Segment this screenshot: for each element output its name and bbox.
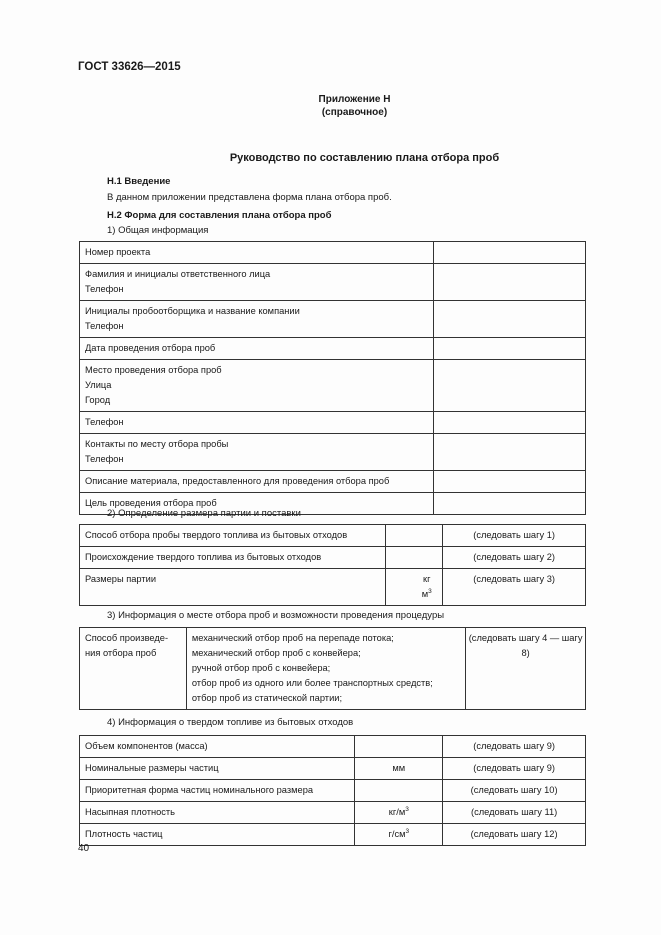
document-code: ГОСТ 33626—2015 [78,61,181,73]
table-row: Инициалы пробоотборщика и название компании Телефон [80,301,586,338]
table-row: Номер проекта [80,242,586,264]
list-item: механический отбор проб на перепаде потока; [191,633,394,643]
appendix-label: Приложение Н [318,94,391,105]
table-row: Место проведения отбора проб Улица Город [80,360,586,412]
table-row: Номинальные размеры частиц мм (следовать шагу 9) [80,758,586,780]
appendix-heading [0,93,661,119]
table-row: Насыпная плотность $кг/м^3$ (следовать шагу 11) [80,802,586,824]
table-row: Способ отбора пробы твердого топлива из бытовых отходов (следовать шагу 1) [80,525,586,547]
page-number: 40 [78,843,90,854]
table-row: Способ произведе-ния отбора проб механический отбор проб на перепаде потока; механический отбор проб с конвейера; ручной отбор проб с конвейера; отбор проб из одного или более транспортных средств; отбор проб из статической партии; (следовать шагу 4 — шагу 8) [80,628,586,710]
general-info-table [79,241,586,515]
table-row: Приоритетная форма частиц номинального размера (следовать шагу 10) [80,780,586,802]
table-row: Размеры партии кг $м^3$ (следовать шагу 3) [80,569,586,606]
fuel-info-caption: 4) Информация о твердом топливе из бытовых отходов [107,717,354,728]
table-row: Объем компонентов (масса) (следовать шагу 9) [80,736,586,758]
table-row: Телефон [80,412,586,434]
table-row: Описание материала, предоставленного для проведения отбора проб [80,471,586,493]
table-row: Фамилия и инициалы ответственного лица Телефон [80,264,586,301]
lot-size-table [79,524,586,606]
table-row: Дата проведения отбора проб [80,338,586,360]
fuel-info-table [79,735,586,846]
list-item: ручной отбор проб с конвейера; [191,663,331,673]
table-row: Происхождение твердого топлива из бытовых отходов (следовать шагу 2) [80,547,586,569]
site-info-caption: 3) Информация о месте отбора проб и возможности проведения процедуры [107,610,445,621]
appendix-kind: (справочное) [321,107,388,118]
list-item: отбор проб из одного или более транспортных средств; [191,678,433,688]
form-heading: Н.2 Форма для составления плана отбора проб [107,210,332,221]
table-row: Цель проведения отбора проб [80,493,586,515]
general-info-caption: 1) Общая информация [107,225,209,236]
lot-size-caption: 2) Определение размера партии и поставки [107,508,301,519]
list-item: отбор проб из статической партии; [191,693,343,703]
site-info-table [79,627,586,710]
intro-heading: Н.1 Введение [107,176,171,187]
table-row: Контакты по месту отбора пробы Телефон [80,434,586,471]
intro-text: В данном приложении представлена форма плана отбора проб. [107,192,392,203]
list-item: механический отбор проб с конвейера; [191,648,361,658]
section-title: Руководство по составлению плана отбора проб [229,152,500,164]
table-row: Плотность частиц $г/см^3$ (следовать шагу 12) [80,824,586,846]
